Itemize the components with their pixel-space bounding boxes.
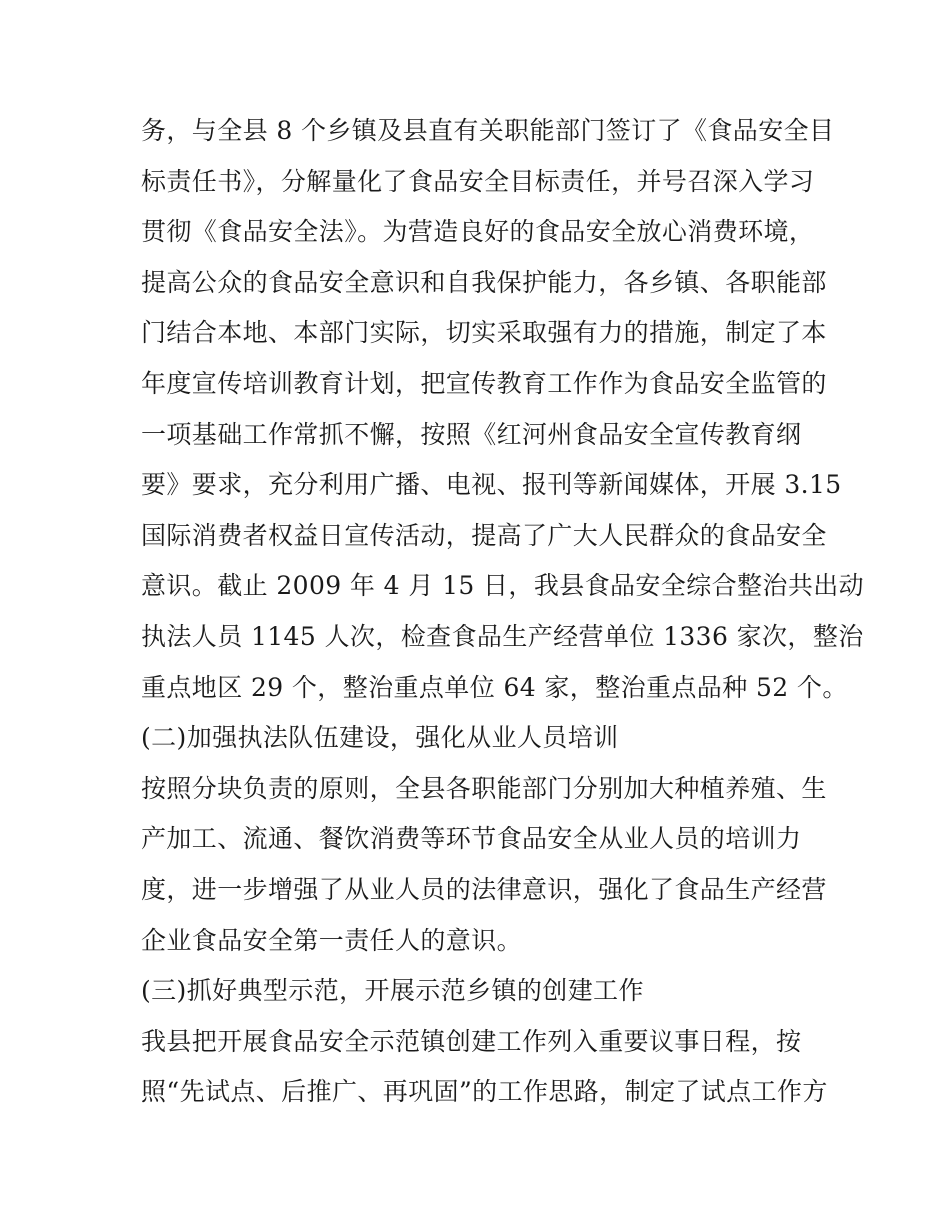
paragraph-line: 按照分块负责的原则，全县各职能部门分别加大种植养殖、生: [141, 773, 827, 803]
paragraph-line: 务，与全县 8 个乡镇及县直有关职能部门签订了《食品安全目: [141, 116, 835, 145]
paragraph-line: 产加工、流通、餐饮消费等环节食品安全从业人员的培训力: [141, 824, 802, 854]
paragraph-line: 提高公众的食品安全意识和自我保护能力，各乡镇、各职能部: [141, 267, 827, 297]
document-body: [141, 106, 865, 1118]
section-heading: (二)加强执法队伍建设，强化从业人员培训: [141, 723, 619, 753]
paragraph-line: 重点地区 29 个，整治重点单位 64 家，整治重点品种 52 个。: [141, 672, 848, 702]
paragraph-line: 意识。截止 2009 年 4 月 15 日，我县食品安全综合整治共出动: [141, 571, 865, 601]
paragraph-line: 国际消费者权益日宣传活动，提高了广大人民群众的食品安全: [141, 520, 827, 550]
paragraph-line: 照“先试点、后推广、再巩固”的工作思路，制定了试点工作方: [141, 1077, 828, 1107]
paragraph-line: 门结合本地、本部门实际，切实采取强有力的措施，制定了本: [141, 318, 827, 348]
paragraph-line: 贯彻《食品安全法》。为营造良好的食品安全放心消费环境，: [141, 217, 815, 247]
paragraph-line: 企业食品安全第一责任人的意识。: [141, 925, 523, 955]
paragraph-line: 执法人员 1145 人次，检查食品生产经营单位 1336 家次，整治: [141, 621, 864, 651]
section-heading: (三)抓好典型示范，开展示范乡镇的创建工作: [141, 976, 644, 1006]
paragraph-line: 一项基础工作常抓不懈，按照《红河州食品安全宣传教育纲: [141, 419, 802, 449]
paragraph-line: 我县把开展食品安全示范镇创建工作列入重要议事日程，按: [141, 1026, 802, 1056]
paragraph-line: 标责任书》，分解量化了食品安全目标责任，并号召深入学习: [141, 166, 815, 196]
paragraph-line: 年度宣传培训教育计划，把宣传教育工作作为食品安全监管的: [141, 368, 827, 398]
paragraph-line: 度，进一步增强了从业人员的法律意识，强化了食品生产经营: [141, 874, 827, 904]
paragraph-line: 要》要求，充分利用广播、电视、报刊等新闻媒体，开展 3.15: [141, 470, 842, 500]
